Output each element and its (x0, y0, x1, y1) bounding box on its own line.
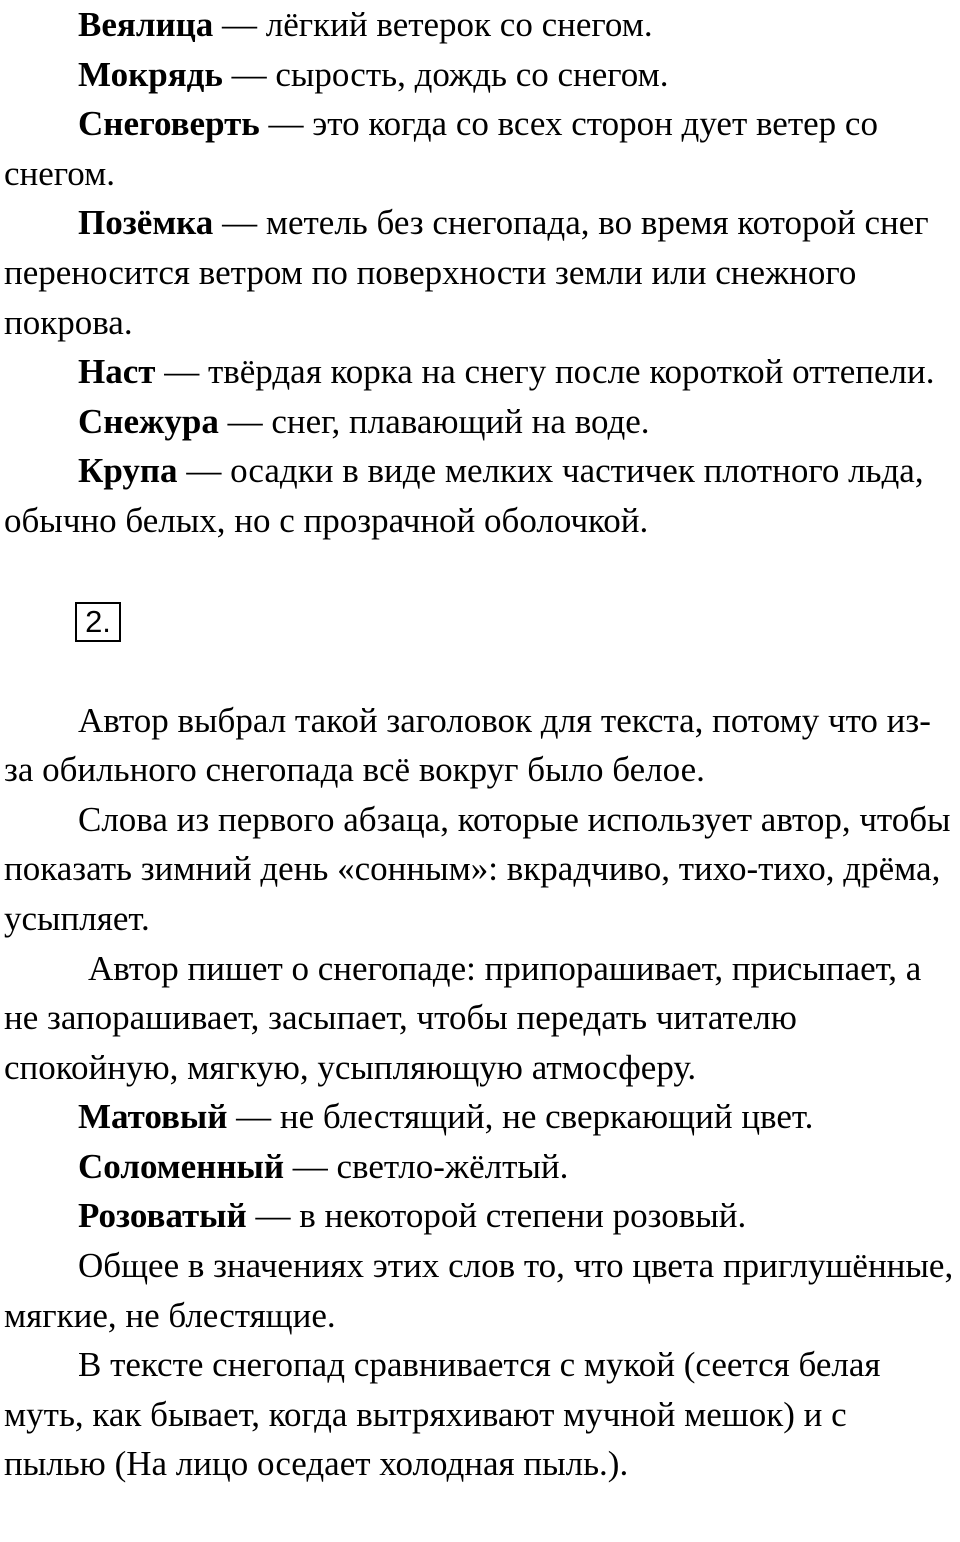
definition-snegovert (4, 99, 956, 198)
definition-text: — твёрдая корка на снегу после короткой оттепели. (155, 352, 935, 392)
answer-paragraph-snowfall: Автор пишет о снегопаде: припорашивает, присыпает, а не запорашивает, засыпает, чтобы передать читателю спокойную, мягкую, усыпляющую атмосферу. (4, 948, 922, 1087)
definition-text: — лёгкий ветерок со снегом. (213, 5, 653, 44)
definition-term: Соломенный (78, 1146, 284, 1186)
definition-term: Веялица (78, 5, 214, 44)
definition-term: Крупа (78, 451, 178, 491)
definition-term: Снежура (78, 401, 219, 441)
definition-pozemka (4, 198, 956, 347)
definition-krupa (4, 446, 956, 545)
definition-text: — метель без снегопада, во время которой снег переносится ветром по поверхности земли или снежного покрова. (4, 203, 929, 342)
color-definition-solomenny (4, 1142, 956, 1192)
definition-text: — осадки в виде мелких частичек плотного льда, обычно белых, но с прозрачной оболочкой. (4, 451, 924, 540)
definition-term: Позёмка (78, 203, 214, 243)
answer-paragraph-common: Общее в значениях этих слов то, что цвета приглушённые, мягкие, не блестящие. (4, 1246, 954, 1335)
answer-paragraph-sleepy-words: Слова из первого абзаца, которые использует автор, чтобы показать зимний день «сонным»: вкрадчиво, тихо-тихо, дрёма, усыпляет. (4, 799, 951, 938)
definition-term: Розоватый (78, 1196, 247, 1236)
definition-mokryad (4, 50, 956, 100)
definition-term: Мокрядь (78, 54, 223, 94)
definition-term: Матовый (78, 1097, 228, 1137)
task-header (4, 546, 956, 696)
definition-text: — снег, плавающий на воде. (218, 401, 650, 441)
answer-paragraph-title: Автор выбрал такой заголовок для текста, потому что из-за обильного снегопада всё вокруг было белое. (4, 700, 931, 790)
document-page (4, 0, 956, 1489)
task-number-box: 2. (75, 602, 121, 642)
definition-veyalitsa (4, 0, 956, 50)
color-definition-rozovaty (4, 1191, 956, 1241)
definition-text: — не блестящий, не сверкающий цвет. (227, 1097, 814, 1137)
definition-text: — в некоторой степени розовый. (246, 1196, 747, 1236)
definition-text: — это когда со всех сторон дует ветер со снегом. (4, 104, 878, 193)
definition-snezhura (4, 397, 956, 447)
definition-term: Наст (78, 352, 156, 392)
definition-nast (4, 347, 956, 397)
definition-term: Снеговерть (78, 104, 260, 144)
definition-text: — светло-жёлтый. (283, 1146, 569, 1186)
color-definition-matovy (4, 1092, 956, 1142)
definition-text: — сырость, дождь со снегом. (222, 54, 669, 94)
answer-paragraph-comparison: В тексте снегопад сравнивается с мукой (сеется белая муть, как бывает, когда вытряхивают мучной мешок) и с пылью (На лицо оседает холодная пыль.). (4, 1345, 881, 1484)
